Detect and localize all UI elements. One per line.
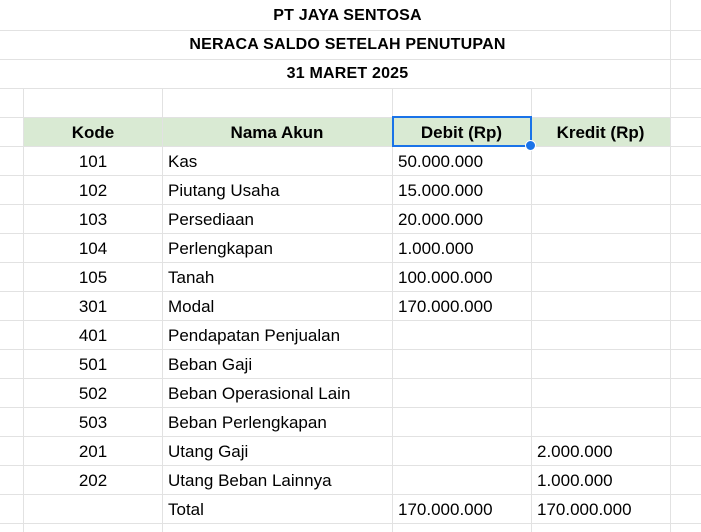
table-row <box>0 175 701 204</box>
cell-debit[interactable]: 20.000.000 <box>398 210 484 229</box>
table-row <box>0 436 701 465</box>
cell-nama-akun[interactable]: Persediaan <box>168 210 255 229</box>
cell-nama-akun[interactable]: Utang Beban Lainnya <box>168 471 332 490</box>
cell-kredit[interactable] <box>537 204 667 233</box>
cell-kredit[interactable] <box>537 175 667 204</box>
header-kredit[interactable]: Kredit (Rp) <box>556 123 645 142</box>
cell-kode[interactable]: 202 <box>78 471 108 490</box>
cell-kredit[interactable] <box>537 407 667 436</box>
cell-kode[interactable]: 102 <box>78 181 108 200</box>
cell-total-debit[interactable]: 170.000.000 <box>398 500 493 519</box>
cell-kredit[interactable] <box>537 262 667 291</box>
table-row <box>0 146 701 175</box>
cell-kode[interactable]: 501 <box>78 355 108 374</box>
cell-kredit[interactable] <box>537 320 667 349</box>
gridline <box>0 523 701 524</box>
table-row <box>0 320 701 349</box>
cell-debit[interactable]: 1.000.000 <box>398 239 474 258</box>
cell-total-kredit[interactable]: 170.000.000 <box>537 500 632 519</box>
cell-kode[interactable] <box>23 494 163 523</box>
cell-nama-akun[interactable]: Beban Gaji <box>168 355 253 374</box>
cell-kode[interactable]: 101 <box>78 152 108 171</box>
gridline <box>0 88 701 89</box>
cell-kredit[interactable] <box>537 146 667 175</box>
cell-nama-akun[interactable]: Beban Perlengkapan <box>168 413 327 432</box>
table-row <box>0 349 701 378</box>
gridline <box>0 30 701 31</box>
header-kode[interactable]: Kode <box>71 123 115 142</box>
table-row <box>0 233 701 262</box>
table-row <box>0 465 701 494</box>
cell-debit[interactable] <box>398 320 528 349</box>
cell-debit[interactable] <box>398 407 528 436</box>
cell-nama-akun[interactable]: Tanah <box>168 268 215 287</box>
cell-nama-akun[interactable]: Utang Gaji <box>168 442 249 461</box>
total-row <box>0 494 701 523</box>
cell-debit[interactable]: 170.000.000 <box>398 297 493 316</box>
cell-kredit[interactable] <box>537 349 667 378</box>
gridline <box>0 59 701 60</box>
cell-kode[interactable]: 502 <box>78 384 108 403</box>
cell-kode[interactable]: 201 <box>78 442 108 461</box>
cell-kode[interactable]: 503 <box>78 413 108 432</box>
cell-total-label[interactable]: Total <box>168 500 204 519</box>
cell-debit[interactable] <box>398 465 528 494</box>
selected-cell-border <box>392 116 532 147</box>
table-row <box>0 378 701 407</box>
report-title[interactable]: NERACA SALDO SETELAH PENUTUPAN <box>189 36 506 53</box>
cell-debit[interactable]: 15.000.000 <box>398 181 484 200</box>
cell-kode[interactable]: 401 <box>78 326 108 345</box>
cell-kode[interactable]: 105 <box>78 268 108 287</box>
cell-nama-akun[interactable]: Perlengkapan <box>168 239 273 258</box>
cell-kode[interactable]: 301 <box>78 297 108 316</box>
cell-kredit[interactable] <box>537 233 667 262</box>
cell-kode[interactable]: 103 <box>78 210 108 229</box>
cell-debit[interactable]: 100.000.000 <box>398 268 493 287</box>
cell-nama-akun[interactable]: Pendapatan Penjualan <box>168 326 341 345</box>
table-row <box>0 291 701 320</box>
cell-nama-akun[interactable]: Piutang Usaha <box>168 181 280 200</box>
cell-nama-akun[interactable]: Beban Operasional Lain <box>168 384 351 403</box>
company-name[interactable]: PT JAYA SENTOSA <box>273 7 422 24</box>
header-nama-akun[interactable]: Nama Akun <box>230 123 324 142</box>
cell-debit[interactable] <box>398 436 528 465</box>
cell-debit[interactable] <box>398 349 528 378</box>
cell-kredit[interactable] <box>537 291 667 320</box>
cell-nama-akun[interactable]: Kas <box>168 152 198 171</box>
cell-kode[interactable]: 104 <box>78 239 108 258</box>
table-row <box>0 204 701 233</box>
cell-kredit[interactable]: 1.000.000 <box>537 471 613 490</box>
table-row <box>0 407 701 436</box>
cell-nama-akun[interactable]: Modal <box>168 297 215 316</box>
report-date[interactable]: 31 MARET 2025 <box>286 65 409 82</box>
cell-kredit[interactable] <box>537 378 667 407</box>
cell-debit[interactable]: 50.000.000 <box>398 152 484 171</box>
cell-debit[interactable] <box>398 378 528 407</box>
cell-kredit[interactable]: 2.000.000 <box>537 442 613 461</box>
header-debit[interactable]: Debit (Rp) <box>420 123 503 142</box>
table-row <box>0 262 701 291</box>
